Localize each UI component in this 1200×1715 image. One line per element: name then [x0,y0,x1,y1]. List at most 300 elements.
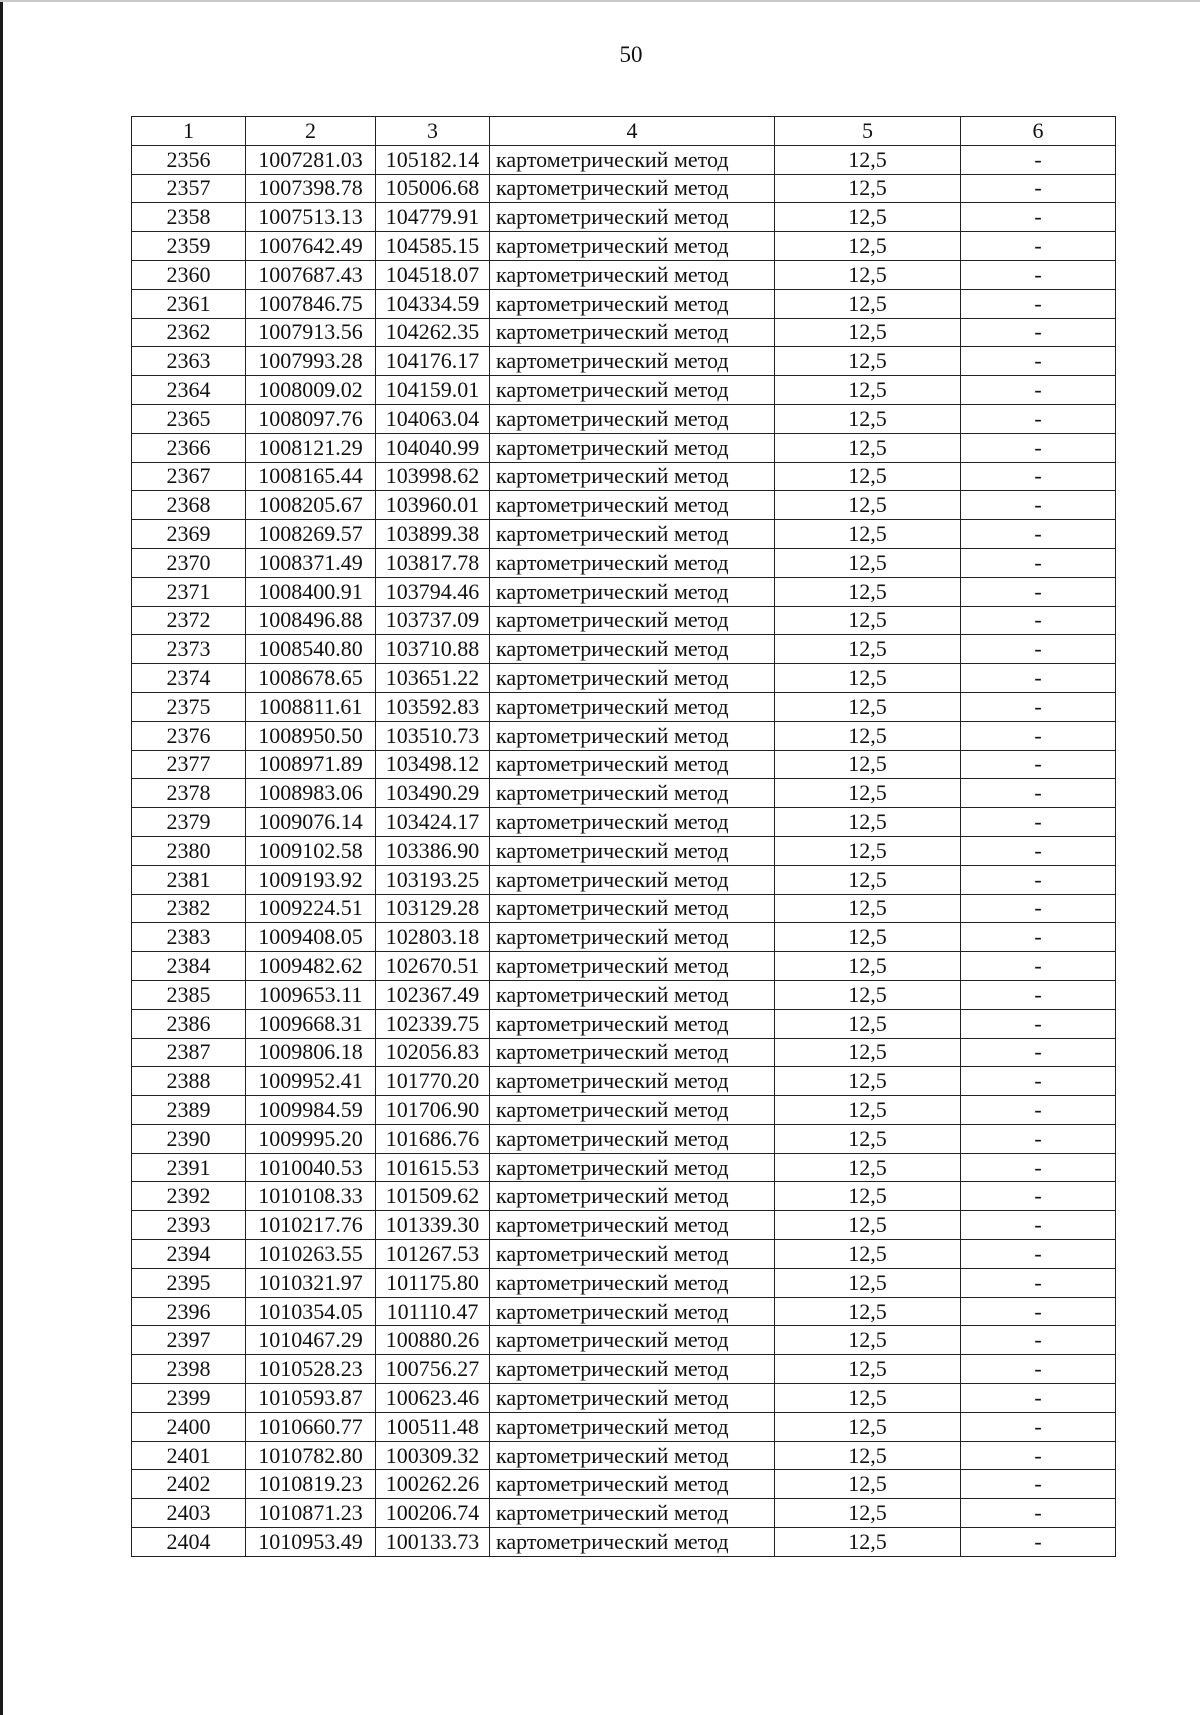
y-coordinate-cell: 103386.90 [376,836,490,865]
y-coordinate-cell: 101339.30 [376,1211,490,1240]
x-coordinate-cell: 1010108.33 [246,1182,376,1211]
table-row [132,577,1116,606]
x-coordinate-cell: 1010467.29 [246,1326,376,1355]
method-cell: картометрический метод [490,318,775,347]
point-number-cell: 2365 [132,404,246,433]
table-row [132,664,1116,693]
accuracy-cell: 12,5 [775,347,961,376]
table-row [132,347,1116,376]
y-coordinate-cell: 105006.68 [376,174,490,203]
scan-edge [0,0,3,1715]
y-coordinate-cell: 103490.29 [376,779,490,808]
x-coordinate-cell: 1008165.44 [246,462,376,491]
accuracy-cell: 12,5 [775,1355,961,1384]
accuracy-cell: 12,5 [775,1384,961,1413]
y-coordinate-cell: 103899.38 [376,520,490,549]
x-coordinate-cell: 1008097.76 [246,404,376,433]
point-number-cell: 2373 [132,635,246,664]
method-cell: картометрический метод [490,548,775,577]
point-number-cell: 2356 [132,145,246,174]
accuracy-cell: 12,5 [775,836,961,865]
x-coordinate-cell: 1007281.03 [246,145,376,174]
note-cell: - [961,1009,1116,1038]
x-coordinate-cell: 1010263.55 [246,1240,376,1269]
y-coordinate-cell: 101110.47 [376,1297,490,1326]
point-number-cell: 2402 [132,1470,246,1499]
note-cell: - [961,1153,1116,1182]
point-number-cell: 2371 [132,577,246,606]
note-cell: - [961,865,1116,894]
table-row [132,1499,1116,1528]
method-cell: картометрический метод [490,404,775,433]
point-number-cell: 2389 [132,1096,246,1125]
note-cell: - [961,664,1116,693]
point-number-cell: 2399 [132,1384,246,1413]
point-number-cell: 2369 [132,520,246,549]
method-cell: картометрический метод [490,750,775,779]
point-number-cell: 2397 [132,1326,246,1355]
y-coordinate-cell: 100309.32 [376,1441,490,1470]
note-cell: - [961,1355,1116,1384]
table-row [132,260,1116,289]
method-cell: картометрический метод [490,1297,775,1326]
accuracy-cell: 12,5 [775,145,961,174]
x-coordinate-cell: 1009224.51 [246,894,376,923]
table-header-row [132,117,1116,146]
point-number-cell: 2382 [132,894,246,923]
accuracy-cell: 12,5 [775,750,961,779]
y-coordinate-cell: 103498.12 [376,750,490,779]
note-cell: - [961,1240,1116,1269]
method-cell: картометрический метод [490,232,775,261]
x-coordinate-cell: 1007687.43 [246,260,376,289]
method-cell: картометрический метод [490,779,775,808]
point-number-cell: 2398 [132,1355,246,1384]
accuracy-cell: 12,5 [775,1182,961,1211]
column-header: 2 [246,117,376,146]
y-coordinate-cell: 100623.46 [376,1384,490,1413]
note-cell: - [961,548,1116,577]
accuracy-cell: 12,5 [775,664,961,693]
point-number-cell: 2362 [132,318,246,347]
note-cell: - [961,779,1116,808]
x-coordinate-cell: 1010819.23 [246,1470,376,1499]
x-coordinate-cell: 1008205.67 [246,491,376,520]
y-coordinate-cell: 101267.53 [376,1240,490,1269]
point-number-cell: 2393 [132,1211,246,1240]
table-row [132,865,1116,894]
accuracy-cell: 12,5 [775,779,961,808]
point-number-cell: 2403 [132,1499,246,1528]
y-coordinate-cell: 101770.20 [376,1067,490,1096]
method-cell: картометрический метод [490,1182,775,1211]
point-number-cell: 2385 [132,980,246,1009]
point-number-cell: 2372 [132,606,246,635]
point-number-cell: 2370 [132,548,246,577]
y-coordinate-cell: 104176.17 [376,347,490,376]
method-cell: картометрический метод [490,1355,775,1384]
method-cell: картометрический метод [490,1153,775,1182]
accuracy-cell: 12,5 [775,203,961,232]
y-coordinate-cell: 104063.04 [376,404,490,433]
method-cell: картометрический метод [490,1240,775,1269]
point-number-cell: 2387 [132,1038,246,1067]
y-coordinate-cell: 105182.14 [376,145,490,174]
y-coordinate-cell: 103998.62 [376,462,490,491]
accuracy-cell: 12,5 [775,462,961,491]
x-coordinate-cell: 1009653.11 [246,980,376,1009]
point-number-cell: 2395 [132,1268,246,1297]
accuracy-cell: 12,5 [775,865,961,894]
table-row [132,520,1116,549]
point-number-cell: 2378 [132,779,246,808]
y-coordinate-cell: 102056.83 [376,1038,490,1067]
table-row [132,1096,1116,1125]
x-coordinate-cell: 1010354.05 [246,1297,376,1326]
note-cell: - [961,1211,1116,1240]
accuracy-cell: 12,5 [775,174,961,203]
point-number-cell: 2376 [132,721,246,750]
accuracy-cell: 12,5 [775,1326,961,1355]
method-cell: картометрический метод [490,260,775,289]
method-cell: картометрический метод [490,1384,775,1413]
y-coordinate-cell: 103129.28 [376,894,490,923]
point-number-cell: 2388 [132,1067,246,1096]
note-cell: - [961,923,1116,952]
column-header: 5 [775,117,961,146]
note-cell: - [961,404,1116,433]
table-row [132,1153,1116,1182]
y-coordinate-cell: 103193.25 [376,865,490,894]
method-cell: картометрический метод [490,462,775,491]
table-row [132,1009,1116,1038]
table-row [132,462,1116,491]
point-number-cell: 2401 [132,1441,246,1470]
x-coordinate-cell: 1010321.97 [246,1268,376,1297]
x-coordinate-cell: 1008983.06 [246,779,376,808]
method-cell: картометрический метод [490,1412,775,1441]
point-number-cell: 2391 [132,1153,246,1182]
note-cell: - [961,1182,1116,1211]
x-coordinate-cell: 1008496.88 [246,606,376,635]
method-cell: картометрический метод [490,1326,775,1355]
accuracy-cell: 12,5 [775,1211,961,1240]
note-cell: - [961,1297,1116,1326]
point-number-cell: 2383 [132,923,246,952]
table-row [132,692,1116,721]
y-coordinate-cell: 100206.74 [376,1499,490,1528]
table-row [132,289,1116,318]
accuracy-cell: 12,5 [775,721,961,750]
accuracy-cell: 12,5 [775,289,961,318]
x-coordinate-cell: 1007513.13 [246,203,376,232]
method-cell: картометрический метод [490,980,775,1009]
x-coordinate-cell: 1007642.49 [246,232,376,261]
accuracy-cell: 12,5 [775,1240,961,1269]
point-number-cell: 2367 [132,462,246,491]
x-coordinate-cell: 1008950.50 [246,721,376,750]
x-coordinate-cell: 1009806.18 [246,1038,376,1067]
method-cell: картометрический метод [490,1499,775,1528]
table-row [132,1326,1116,1355]
table-row [132,894,1116,923]
method-cell: картометрический метод [490,952,775,981]
note-cell: - [961,952,1116,981]
accuracy-cell: 12,5 [775,318,961,347]
y-coordinate-cell: 101175.80 [376,1268,490,1297]
x-coordinate-cell: 1008971.89 [246,750,376,779]
table-row [132,1297,1116,1326]
note-cell: - [961,894,1116,923]
table-row [132,1470,1116,1499]
accuracy-cell: 12,5 [775,1528,961,1557]
y-coordinate-cell: 101686.76 [376,1124,490,1153]
note-cell: - [961,203,1116,232]
table-row [132,980,1116,1009]
column-header: 4 [490,117,775,146]
y-coordinate-cell: 104779.91 [376,203,490,232]
table-row [132,923,1116,952]
note-cell: - [961,750,1116,779]
point-number-cell: 2381 [132,865,246,894]
coordinates-table [131,116,1116,1557]
page-number: 50 [619,42,643,67]
point-number-cell: 2386 [132,1009,246,1038]
y-coordinate-cell: 103817.78 [376,548,490,577]
table-row [132,433,1116,462]
y-coordinate-cell: 103737.09 [376,606,490,635]
y-coordinate-cell: 103651.22 [376,664,490,693]
accuracy-cell: 12,5 [775,491,961,520]
note-cell: - [961,1326,1116,1355]
table-body [132,145,1116,1556]
method-cell: картометрический метод [490,1067,775,1096]
table-row [132,1067,1116,1096]
x-coordinate-cell: 1008678.65 [246,664,376,693]
method-cell: картометрический метод [490,1124,775,1153]
y-coordinate-cell: 102670.51 [376,952,490,981]
y-coordinate-cell: 101706.90 [376,1096,490,1125]
x-coordinate-cell: 1010660.77 [246,1412,376,1441]
note-cell: - [961,577,1116,606]
accuracy-cell: 12,5 [775,692,961,721]
x-coordinate-cell: 1008121.29 [246,433,376,462]
column-header: 1 [132,117,246,146]
accuracy-cell: 12,5 [775,808,961,837]
note-cell: - [961,260,1116,289]
table-row [132,491,1116,520]
accuracy-cell: 12,5 [775,1297,961,1326]
y-coordinate-cell: 103424.17 [376,808,490,837]
method-cell: картометрический метод [490,808,775,837]
method-cell: картометрический метод [490,923,775,952]
table-row [132,318,1116,347]
table-row [132,174,1116,203]
point-number-cell: 2384 [132,952,246,981]
accuracy-cell: 12,5 [775,1441,961,1470]
y-coordinate-cell: 103510.73 [376,721,490,750]
table-row [132,548,1116,577]
point-number-cell: 2374 [132,664,246,693]
table-row [132,750,1116,779]
y-coordinate-cell: 102367.49 [376,980,490,1009]
x-coordinate-cell: 1008269.57 [246,520,376,549]
x-coordinate-cell: 1008811.61 [246,692,376,721]
table-row [132,635,1116,664]
table-row [132,606,1116,635]
accuracy-cell: 12,5 [775,923,961,952]
accuracy-cell: 12,5 [775,980,961,1009]
point-number-cell: 2358 [132,203,246,232]
table-row [132,404,1116,433]
x-coordinate-cell: 1010217.76 [246,1211,376,1240]
table-row [132,1038,1116,1067]
y-coordinate-cell: 104334.59 [376,289,490,318]
note-cell: - [961,635,1116,664]
note-cell: - [961,606,1116,635]
note-cell: - [961,232,1116,261]
accuracy-cell: 12,5 [775,1009,961,1038]
table-row [132,1182,1116,1211]
point-number-cell: 2380 [132,836,246,865]
note-cell: - [961,721,1116,750]
point-number-cell: 2359 [132,232,246,261]
y-coordinate-cell: 101509.62 [376,1182,490,1211]
note-cell: - [961,836,1116,865]
accuracy-cell: 12,5 [775,1499,961,1528]
y-coordinate-cell: 102803.18 [376,923,490,952]
note-cell: - [961,289,1116,318]
column-header: 3 [376,117,490,146]
point-number-cell: 2392 [132,1182,246,1211]
point-number-cell: 2363 [132,347,246,376]
note-cell: - [961,1470,1116,1499]
x-coordinate-cell: 1009984.59 [246,1096,376,1125]
method-cell: картометрический метод [490,635,775,664]
note-cell: - [961,376,1116,405]
accuracy-cell: 12,5 [775,1470,961,1499]
note-cell: - [961,174,1116,203]
x-coordinate-cell: 1010953.49 [246,1528,376,1557]
method-cell: картометрический метод [490,491,775,520]
note-cell: - [961,1096,1116,1125]
method-cell: картометрический метод [490,836,775,865]
accuracy-cell: 12,5 [775,433,961,462]
y-coordinate-cell: 102339.75 [376,1009,490,1038]
point-number-cell: 2360 [132,260,246,289]
accuracy-cell: 12,5 [775,1096,961,1125]
method-cell: картометрический метод [490,203,775,232]
table-row [132,232,1116,261]
x-coordinate-cell: 1009076.14 [246,808,376,837]
method-cell: картометрический метод [490,692,775,721]
table-row [132,808,1116,837]
note-cell: - [961,1038,1116,1067]
method-cell: картометрический метод [490,376,775,405]
note-cell: - [961,1067,1116,1096]
method-cell: картометрический метод [490,1528,775,1557]
y-coordinate-cell: 104159.01 [376,376,490,405]
method-cell: картометрический метод [490,1211,775,1240]
note-cell: - [961,145,1116,174]
y-coordinate-cell: 103592.83 [376,692,490,721]
method-cell: картометрический метод [490,520,775,549]
method-cell: картометрический метод [490,664,775,693]
y-coordinate-cell: 101615.53 [376,1153,490,1182]
y-coordinate-cell: 100756.27 [376,1355,490,1384]
note-cell: - [961,1384,1116,1413]
method-cell: картометрический метод [490,577,775,606]
x-coordinate-cell: 1009482.62 [246,952,376,981]
note-cell: - [961,1124,1116,1153]
accuracy-cell: 12,5 [775,260,961,289]
point-number-cell: 2364 [132,376,246,405]
point-number-cell: 2366 [132,433,246,462]
accuracy-cell: 12,5 [775,1124,961,1153]
accuracy-cell: 12,5 [775,520,961,549]
point-number-cell: 2390 [132,1124,246,1153]
y-coordinate-cell: 103960.01 [376,491,490,520]
note-cell: - [961,520,1116,549]
x-coordinate-cell: 1009952.41 [246,1067,376,1096]
y-coordinate-cell: 100133.73 [376,1528,490,1557]
note-cell: - [961,491,1116,520]
y-coordinate-cell: 104040.99 [376,433,490,462]
method-cell: картометрический метод [490,1038,775,1067]
accuracy-cell: 12,5 [775,1268,961,1297]
point-number-cell: 2361 [132,289,246,318]
table-row [132,836,1116,865]
accuracy-cell: 12,5 [775,232,961,261]
note-cell: - [961,808,1116,837]
x-coordinate-cell: 1010782.80 [246,1441,376,1470]
method-cell: картометрический метод [490,721,775,750]
table-row [132,1384,1116,1413]
point-number-cell: 2357 [132,174,246,203]
method-cell: картометрический метод [490,1268,775,1297]
point-number-cell: 2368 [132,491,246,520]
point-number-cell: 2396 [132,1297,246,1326]
note-cell: - [961,1412,1116,1441]
accuracy-cell: 12,5 [775,894,961,923]
accuracy-cell: 12,5 [775,548,961,577]
accuracy-cell: 12,5 [775,1412,961,1441]
table-row [132,721,1116,750]
method-cell: картометрический метод [490,145,775,174]
method-cell: картометрический метод [490,1009,775,1038]
accuracy-cell: 12,5 [775,404,961,433]
y-coordinate-cell: 100880.26 [376,1326,490,1355]
note-cell: - [961,1441,1116,1470]
x-coordinate-cell: 1009102.58 [246,836,376,865]
note-cell: - [961,433,1116,462]
method-cell: картометрический метод [490,174,775,203]
note-cell: - [961,1499,1116,1528]
note-cell: - [961,980,1116,1009]
y-coordinate-cell: 103794.46 [376,577,490,606]
table-row [132,145,1116,174]
table-row [132,779,1116,808]
accuracy-cell: 12,5 [775,635,961,664]
table-row [132,203,1116,232]
x-coordinate-cell: 1009408.05 [246,923,376,952]
y-coordinate-cell: 104585.15 [376,232,490,261]
table-row [132,952,1116,981]
accuracy-cell: 12,5 [775,606,961,635]
method-cell: картометрический метод [490,865,775,894]
x-coordinate-cell: 1007913.56 [246,318,376,347]
note-cell: - [961,347,1116,376]
